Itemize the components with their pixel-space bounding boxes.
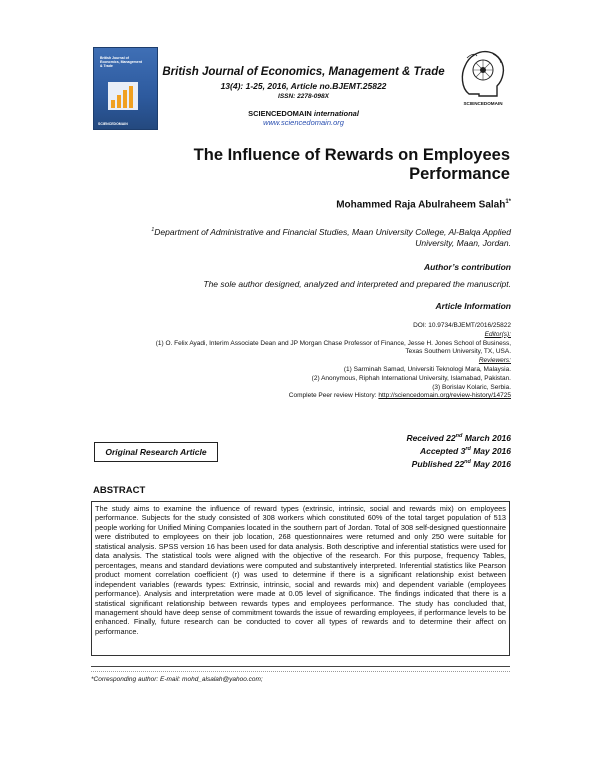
editor-1-affiliation: Texas Southern University, TX, USA.: [405, 348, 511, 356]
journal-issn: ISSN: 2278-098X: [278, 93, 329, 100]
abstract-box: [91, 501, 510, 656]
journal-title: British Journal of Economics, Management & Trade: [162, 66, 445, 78]
cover-title: British Journal of Economics, Management & Trade: [100, 56, 143, 68]
contribution-heading: Author’s contribution: [423, 262, 511, 272]
affiliation-superscript: 1: [151, 227, 155, 233]
affiliation-text: Department of Administrative and Financial Studies, Maan University College, Al-Balqa Applied University, Maan, Jordan.: [154, 226, 511, 248]
logo-caption: SCIENCEDOMAIN: [463, 101, 503, 106]
article-type-box: Original Research Article: [94, 442, 218, 462]
accepted-date: Accepted 3rd May 2016: [419, 445, 511, 456]
reviewer-3: (3) Borislav Kolaric, Serbia.: [432, 383, 511, 391]
author-name: [200, 199, 511, 210]
contribution-text: The sole author designed, analyzed and interpreted and prepared the manuscript.: [203, 279, 511, 289]
article-info-heading: Article Information: [435, 301, 511, 311]
author-affiliation: [110, 225, 511, 249]
editors-label: Editor(s):: [484, 330, 511, 338]
review-history-link[interactable]: http://sciencedomain.org/review-history/14725: [378, 392, 511, 400]
received-date: Received 22nd March 2016: [406, 432, 511, 443]
footer-dotted-divider: [91, 671, 510, 672]
article-title: The Influence of Rewards on Employees Performance: [193, 146, 510, 183]
journal-citation: 13(4): 1-25, 2016, Article no.BJEMT.25822: [220, 81, 387, 91]
footer-divider: [91, 666, 510, 667]
reviewer-1: (1) Sarminah Samad, Universiti Teknologi Mara, Malaysia.: [343, 365, 511, 373]
published-date: Published 22nd May 2016: [411, 458, 511, 469]
author-name-text: Mohammed Raja Abulraheem Salah: [336, 199, 506, 211]
doi: DOI: 10.9734/BJEMT/2016/25822: [413, 322, 511, 329]
review-history-label: Complete Peer review History:: [288, 392, 377, 400]
publisher-website-link[interactable]: www.sciencedomain.org: [263, 118, 344, 127]
article-information: [80, 322, 511, 401]
publisher-name: [160, 109, 447, 118]
article-dates: [340, 431, 511, 469]
corresponding-author-footnote: *Corresponding author: E-mail: mohd_alsalah@yahoo.com;: [91, 676, 263, 683]
editor-1: (1) O. Felix Ayadi, Interim Associate Dean and JP Morgan Chase Professor of Finance, Jesse H. Jones School of Business,: [155, 339, 511, 347]
abstract-text: The study aims to examine the influence of reward types (extrinsic, intrinsic, social and rewards mix) on employees performance. Subjects for the study consisted of 308 workers which constituted 60% of the total target population of 513 people working for Unified Mining Companies located in the southern part of Jordan. Total of 308 self-designed questionnaire were distributed to employees on their job location, 268 questionnaires were returned and only 250 were suitable for statistical analysis. SPSS version 16 has been used for data analysis. Both descriptive and inferential statistics were used for data analysis. The statistical tools were aligned with the objective of the research. For this purpose, frequency Tables, percentages, means and standard deviations were computed and substantively interpreted. Inferential statistics like Pearson product moment correlation coefficient (r) was used to determine if there is a significant relationship exist between independent variables (rewards types: Extrinsic, intrinsic, social and rewards mix) and dependent variable (employees performance). Analysis and interpretation were made at 0.05 level of significance. The findings indicated that there is a statistical significant relationship between rewards types and employees performance. The study has concluded that, management should have deep sense of commitment towards the issue of rewarding employees, if performance levels to be enhanced. Finally, future research can be conducted to cover all types of rewards and to determine their affect on performance.: [95, 504, 506, 636]
cover-publisher: SCIENCEDOMAIN: [98, 122, 128, 126]
publisher-name-suffix: international: [313, 109, 359, 118]
author-superscript: 1*: [505, 199, 511, 205]
journal-cover-image: [93, 47, 158, 130]
review-history: [80, 392, 511, 401]
reviewer-2: (2) Anonymous, Riphah International University, Islamabad, Pakistan.: [311, 374, 511, 382]
reviewers-label: Reviewers:: [478, 357, 511, 365]
cover-chart-icon: [108, 82, 138, 110]
publisher-name-main: SCIENCEDOMAIN: [248, 109, 312, 118]
abstract-heading: ABSTRACT: [93, 485, 146, 496]
